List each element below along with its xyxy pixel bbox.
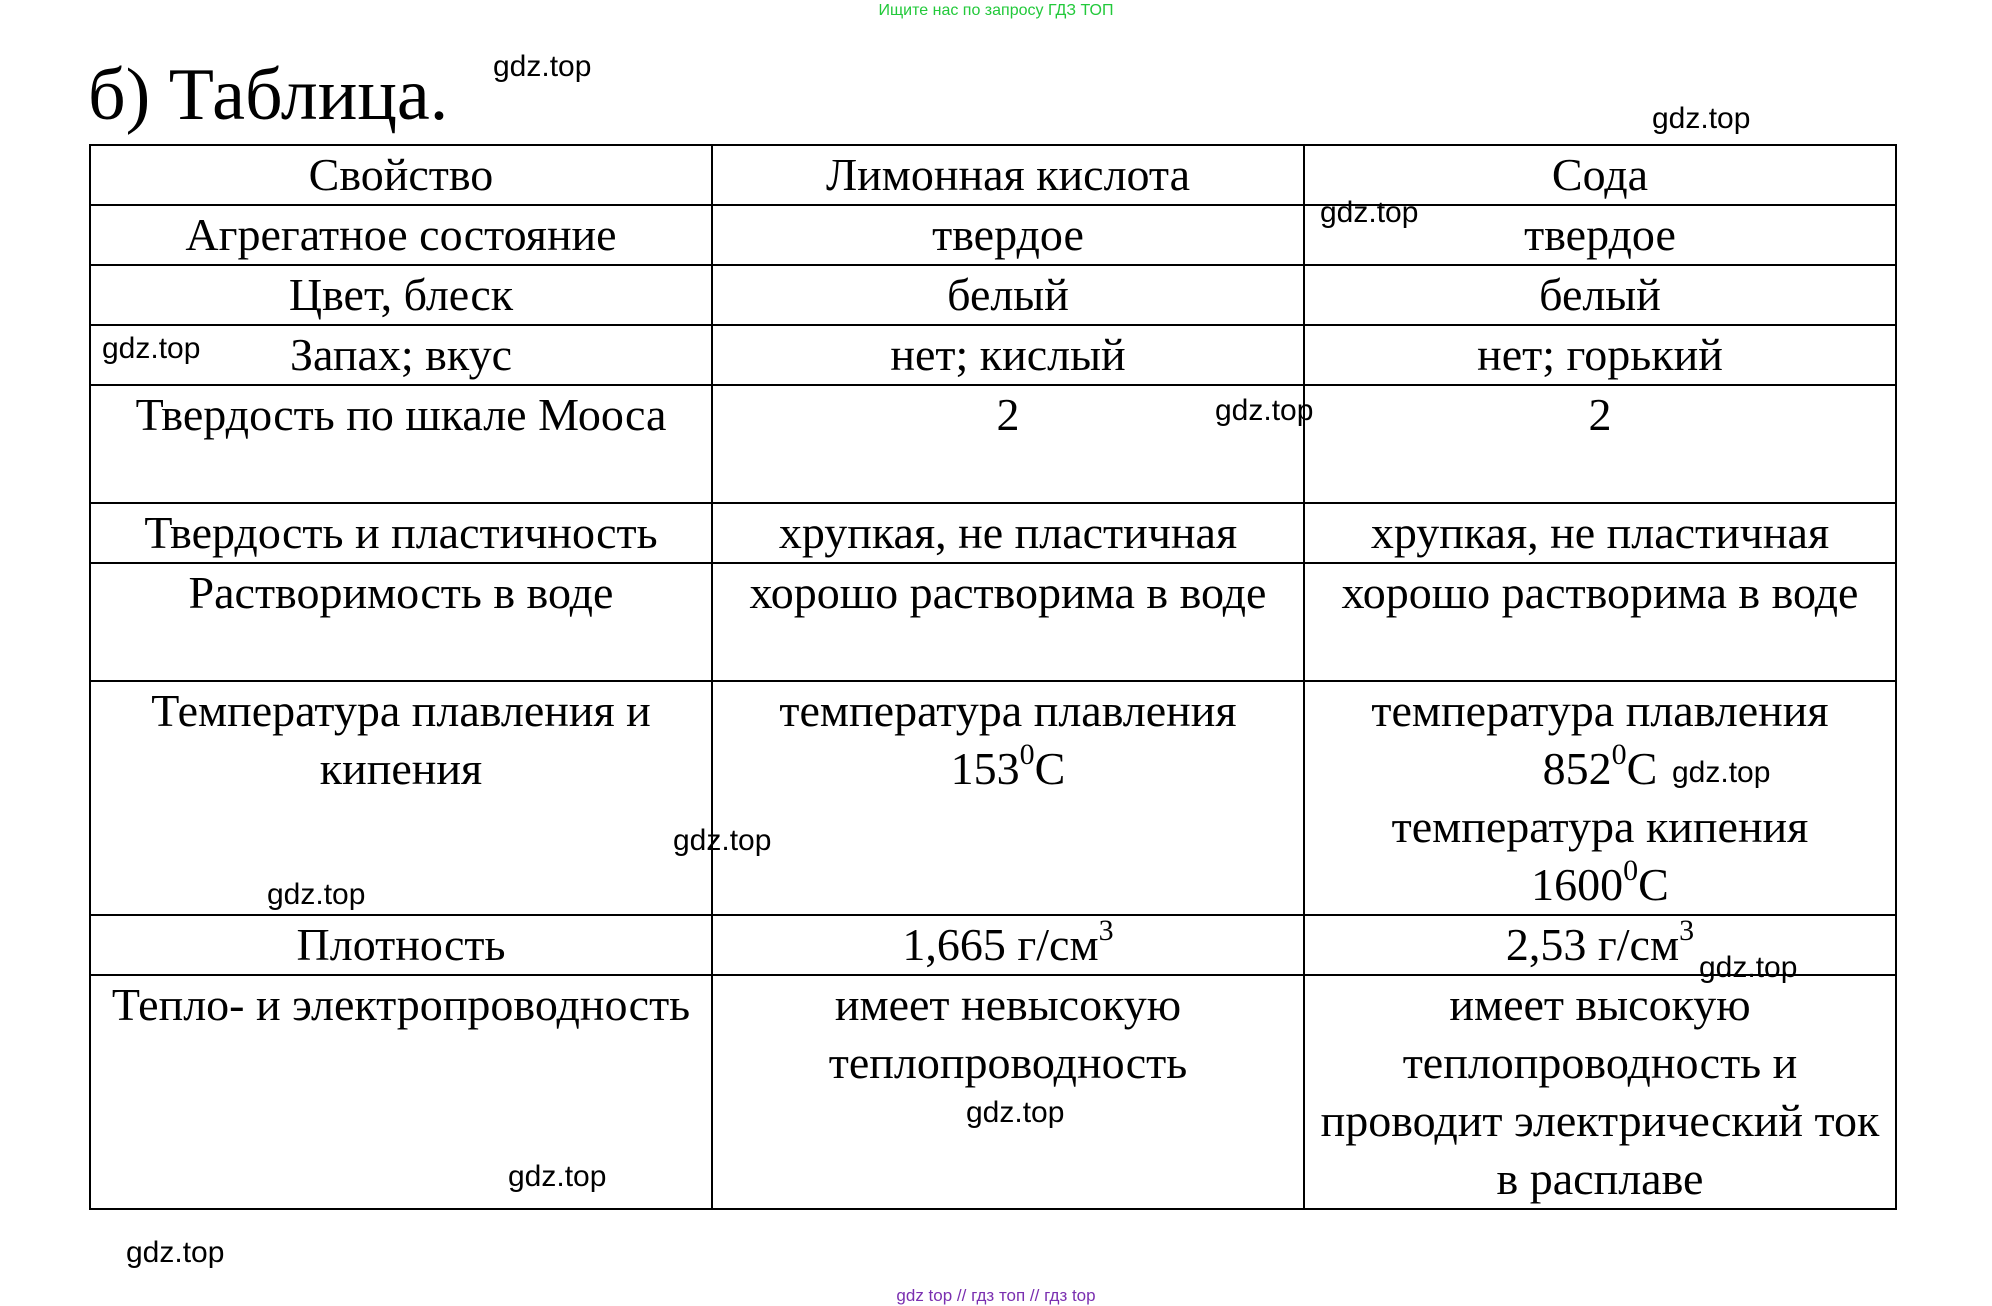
property-cell: Твердость и пластичность: [90, 503, 712, 563]
top-banner-link[interactable]: Ищите нас по запросу ГДЗ ТОП: [878, 2, 1114, 19]
property-cell: Запах; вкус: [90, 325, 712, 385]
table-row: [90, 975, 1896, 1209]
property-cell: Твердость по шкале Мооса: [90, 385, 712, 503]
table-row: [90, 265, 1896, 325]
watermark: gdz.top: [1652, 102, 1751, 135]
soda-cell: хорошо растворима в воде: [1304, 563, 1896, 681]
watermark: gdz.top: [508, 1160, 607, 1193]
citric-acid-cell: [712, 681, 1304, 915]
boiling-label: температура кипения: [1391, 801, 1809, 852]
watermark: gdz.top: [493, 50, 592, 83]
watermark: gdz.top: [1215, 394, 1314, 427]
citric-acid-cell: 2: [712, 385, 1304, 503]
header-citric-acid: Лимонная кислота: [712, 145, 1304, 205]
footer-links[interactable]: gdz top // гдз топ // гдз top: [896, 1286, 1096, 1305]
soda-cell: имеет высокую теплопроводность и проводит электрический ток в расплаве: [1304, 975, 1896, 1209]
property-cell: Плотность: [90, 915, 712, 975]
table-row: [90, 325, 1896, 385]
citric-acid-cell: имеет невысокую теплопроводность: [712, 975, 1304, 1209]
soda-cell: твердое: [1304, 205, 1896, 265]
citric-acid-cell: белый: [712, 265, 1304, 325]
soda-cell: [1304, 681, 1896, 915]
citric-acid-cell: твердое: [712, 205, 1304, 265]
watermark: gdz.top: [126, 1236, 225, 1269]
properties-table: [89, 144, 1897, 1210]
citric-acid-cell: 1,665 $г/см^3$: [712, 915, 1304, 975]
citric-acid-cell: хрупкая, не пластичная: [712, 503, 1304, 563]
citric-acid-cell: нет; кислый: [712, 325, 1304, 385]
watermark: gdz.top: [102, 332, 201, 365]
watermark: gdz.top: [1699, 951, 1798, 984]
property-cell: Агрегатное состояние: [90, 205, 712, 265]
melting-value: $852^0C$: [1542, 738, 1658, 794]
watermark: gdz.top: [966, 1096, 1065, 1129]
property-cell: Растворимость в воде: [90, 563, 712, 681]
boiling-value: 1600$^0$C: [1531, 854, 1669, 910]
melting-value: $153^0C$: [950, 738, 1066, 794]
table-header-row: [90, 145, 1896, 205]
header-property: Свойство: [90, 145, 712, 205]
watermark: gdz.top: [1320, 196, 1419, 229]
soda-cell: нет; горький: [1304, 325, 1896, 385]
watermark: gdz.top: [1672, 756, 1771, 789]
table-row: [90, 205, 1896, 265]
soda-cell: хрупкая, не пластичная: [1304, 503, 1896, 563]
melting-label: температура плавления: [1371, 685, 1829, 736]
table-row: [90, 503, 1896, 563]
watermark: gdz.top: [267, 878, 366, 911]
table-row: [90, 563, 1896, 681]
soda-cell: 2: [1304, 385, 1896, 503]
melting-label: температура плавления: [779, 685, 1237, 736]
soda-cell: белый: [1304, 265, 1896, 325]
table-row: [90, 915, 1896, 975]
property-cell: Температура плавления и кипения: [90, 681, 712, 915]
soda-cell: 2,53 $г/см^3$: [1304, 915, 1896, 975]
header-soda: Сода: [1304, 145, 1896, 205]
property-cell: Тепло- и электропроводность: [90, 975, 712, 1209]
page-title: б) Таблица.: [88, 54, 449, 136]
property-cell: Цвет, блеск: [90, 265, 712, 325]
table-row: [90, 385, 1896, 503]
citric-acid-cell: хорошо растворима в воде: [712, 563, 1304, 681]
watermark: gdz.top: [673, 824, 772, 857]
